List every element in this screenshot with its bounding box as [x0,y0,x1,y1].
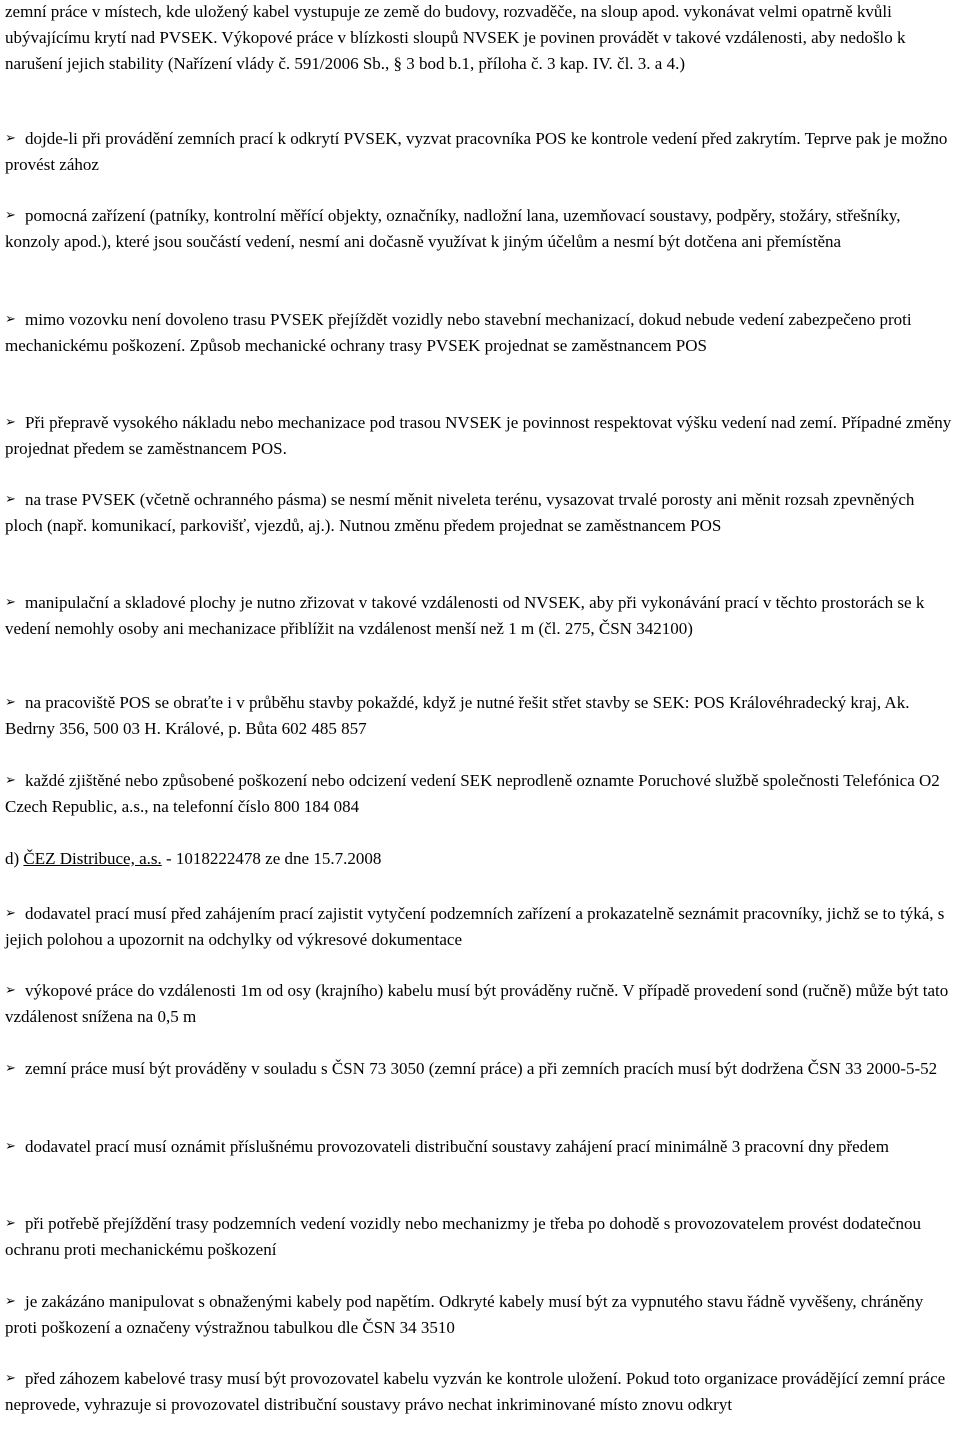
bullet-item-4 [5,307,955,359]
bullet-text: dodavatel prací musí oznámit příslušnému provozovateli distribuční soustavy zahájení prací minimálně 3 pracovní dny předem [25,1137,889,1156]
paragraph-text: zemní práce v místech, kde uložený kabel vystupuje ze země do budovy, rozvaděče, na sloup apod. vykonávat velmi opatrně kvůli ubývajícímu krytí nad PVSEK. Výkopové práce v blízkosti sloupů NVSEK je povinen provádět v takové vzdálenosti, aby nedošlo k narušení jejich stability (Nařízení vlády č. 591/2006 Sb., § 3 bod b.1, příloha č. 3 kap. IV. čl. 3. a 4.) [5,2,906,73]
bullet-item-5 [5,410,955,462]
bullet-item-2 [5,126,955,178]
arrow-bullet-icon: ➢ [5,131,16,146]
bullet-item-8 [5,690,955,742]
bullet-text: na pracoviště POS se obraťte i v průběhu stavby pokaždé, když je nutné řešit střet stavby se SEK: POS Královéhradecký kraj, Ak. Bedrny 356, 500 03 H. Králové, p. Bůta 602 485 857 [5,693,910,738]
arrow-bullet-icon: ➢ [5,492,16,507]
arrow-bullet-icon: ➢ [5,1216,16,1231]
bullet-text: pomocná zařízení (patníky, kontrolní měřící objekty, označníky, nadložní lana, uzemňovací soustavy, podpěry, stožáry, střešníky, konzoly apod.), které jsou součástí vedení, nesmí ani dočasně využívat k jiným účelům a nesmí být dotčena ani přemístěna [5,206,901,251]
bullet-text: mimo vozovku není dovoleno trasu PVSEK přejíždět vozidly nebo stavební mechanizací, dokud nebude vedení zabezpečeno proti mechanickému poškození. Způsob mechanické ochrany trasy PVSEK projednat se zaměstnancem POS [5,310,912,355]
arrow-bullet-icon: ➢ [5,773,16,788]
bullet-item-6 [5,487,955,539]
bullet-text: před záhozem kabelové trasy musí být provozovatel kabelu vyzván ke kontrole uložení. Pokud toto organizace provádějící zemní práce neprovede, vyhrazuje si provozovatel distribuční soustavy právo nechat inkriminované místo znovu odkryt [5,1369,946,1414]
arrow-bullet-icon: ➢ [5,1294,16,1309]
bullet-item-15 [5,1211,955,1263]
bullet-item-11 [5,901,955,953]
arrow-bullet-icon: ➢ [5,983,16,998]
bullet-text: výkopové práce do vzdálenosti 1m od osy (krajního) kabelu musí být prováděny ručně. V případě provedení sond (ručně) může být tato vzdálenost snížena na 0,5 m [5,981,949,1026]
section-prefix: d) [5,849,24,868]
bullet-item-9 [5,768,955,820]
bullet-item-3 [5,203,955,255]
bullet-item-14 [5,1134,955,1160]
arrow-bullet-icon: ➢ [5,595,16,610]
bullet-text: Při přepravě vysokého nákladu nebo mechanizace pod trasou NVSEK je povinnost respektovat výšku vedení nad zemí. Případné změny projednat předem se zaměstnancem POS. [5,413,952,458]
bullet-item-16 [5,1289,955,1341]
arrow-bullet-icon: ➢ [5,208,16,223]
arrow-bullet-icon: ➢ [5,415,16,430]
paragraph-1 [5,0,955,77]
bullet-item-13 [5,1056,955,1082]
section-suffix: - 1018222478 ze dne 15.7.2008 [161,849,382,868]
bullet-text: zemní práce musí být prováděny v souladu s ČSN 73 3050 (zemní práce) a při zemních pracích musí být dodržena ČSN 33 2000-5-52 [25,1059,938,1078]
bullet-text: je zakázáno manipulovat s obnaženými kabely pod napětím. Odkryté kabely musí být za vypnutého stavu řádně vyvěšeny, chráněny proti poškození a označeny výstražnou tabulkou dle ČSN 34 3510 [5,1292,924,1337]
arrow-bullet-icon: ➢ [5,906,16,921]
arrow-bullet-icon: ➢ [5,312,16,327]
bullet-text: dojde-li při provádění zemních prací k odkrytí PVSEK, vyzvat pracovníka POS ke kontrole vedení před zakrytím. Teprve pak je možno provést zához [5,129,948,174]
arrow-bullet-icon: ➢ [5,1061,16,1076]
bullet-text: při potřebě přejíždění trasy podzemních vedení vozidly nebo mechanizmy je třeba po dohodě s provozovatelem provést dodatečnou ochranu proti mechanickému poškození [5,1214,921,1259]
bullet-text: dodavatel prací musí před zahájením prací zajistit vytyčení podzemních zařízení a prokazatelně seznámit pracovníky, jichž se to týká, s jejich polohou a upozornit na odchylky od výkresové dokumentace [5,904,945,949]
bullet-item-17 [5,1366,955,1418]
bullet-text: na trase PVSEK (včetně ochranného pásma) se nesmí měnit niveleta terénu, vysazovat trvalé porosty ani měnit rozsah zpevněných ploch (např. komunikací, parkovišť, vjezdů, aj.). Nutnou změnu předem projednat se zaměstnancem POS [5,490,915,535]
arrow-bullet-icon: ➢ [5,695,16,710]
bullet-text: manipulační a skladové plochy je nutno zřizovat v takové vzdálenosti od NVSEK, aby při vykonávání prací v těchto prostorách se k vedení nemohly osoby ani mechanizace přiblížit na vzdálenost menší než 1 m (čl. 275, ČSN 342100) [5,593,925,638]
section-heading-cez [5,846,955,872]
bullet-item-12 [5,978,955,1030]
bullet-text: každé zjištěné nebo způsobené poškození nebo odcizení vedení SEK neprodleně oznamte Poruchové službě společnosti Telefónica O2 Czech Republic, a.s., na telefonní číslo 800 184 084 [5,771,940,816]
arrow-bullet-icon: ➢ [5,1371,16,1386]
arrow-bullet-icon: ➢ [5,1139,16,1154]
company-name-underlined: ČEZ Distribuce, a.s. [23,849,162,868]
bullet-item-7 [5,590,955,642]
